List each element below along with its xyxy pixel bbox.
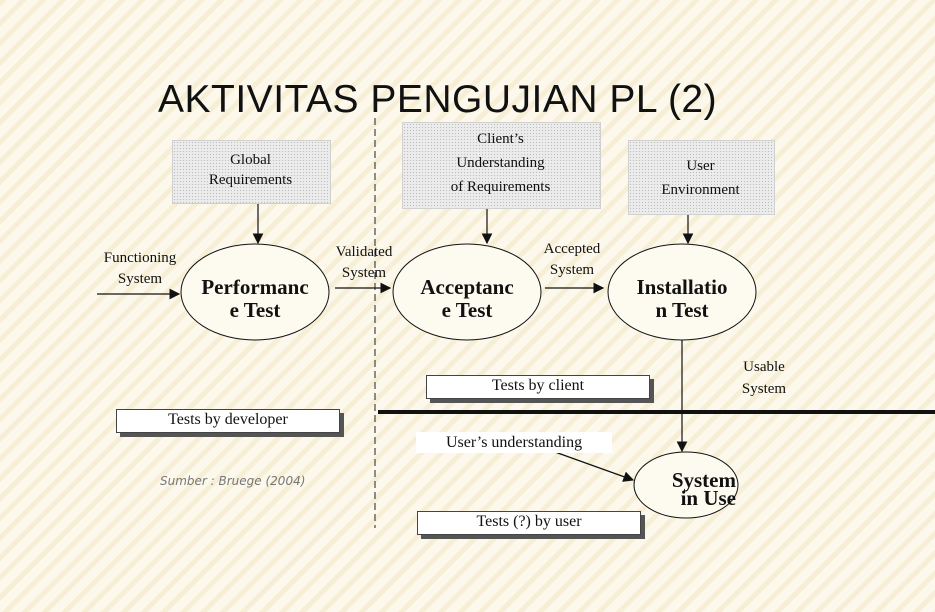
tests-by-user-box: Tests (?) by user (417, 511, 641, 535)
client-understanding-label: Client’s Understanding of Requirements (450, 131, 551, 195)
acceptance-test-label: Acceptanc e Test (420, 275, 514, 322)
user-environment-label: User Environment (661, 158, 740, 198)
installation-test-label: Installatio n Test (636, 275, 728, 322)
arrow-user-understanding (555, 452, 633, 480)
system-in-use-label: System in Use (671, 468, 736, 510)
functioning-system-label: Functioning System (103, 250, 177, 287)
performance-test-label: Performanc e Test (201, 275, 309, 322)
users-understanding-label: User’s understanding (416, 432, 612, 453)
validated-system-label: Validated System (335, 244, 393, 281)
accepted-system-label: Accepted System (543, 241, 601, 278)
tests-by-developer-box: Tests by developer (116, 409, 340, 433)
tests-by-client-box: Tests by client (426, 375, 650, 399)
slide-title: AKTIVITAS PENGUJIAN PL (2) (158, 78, 718, 121)
source-citation: Sumber : Bruege (2004) (160, 474, 306, 488)
global-requirements-label: Global Requirements (208, 152, 293, 188)
usable-system-label: Usable System (741, 359, 787, 397)
